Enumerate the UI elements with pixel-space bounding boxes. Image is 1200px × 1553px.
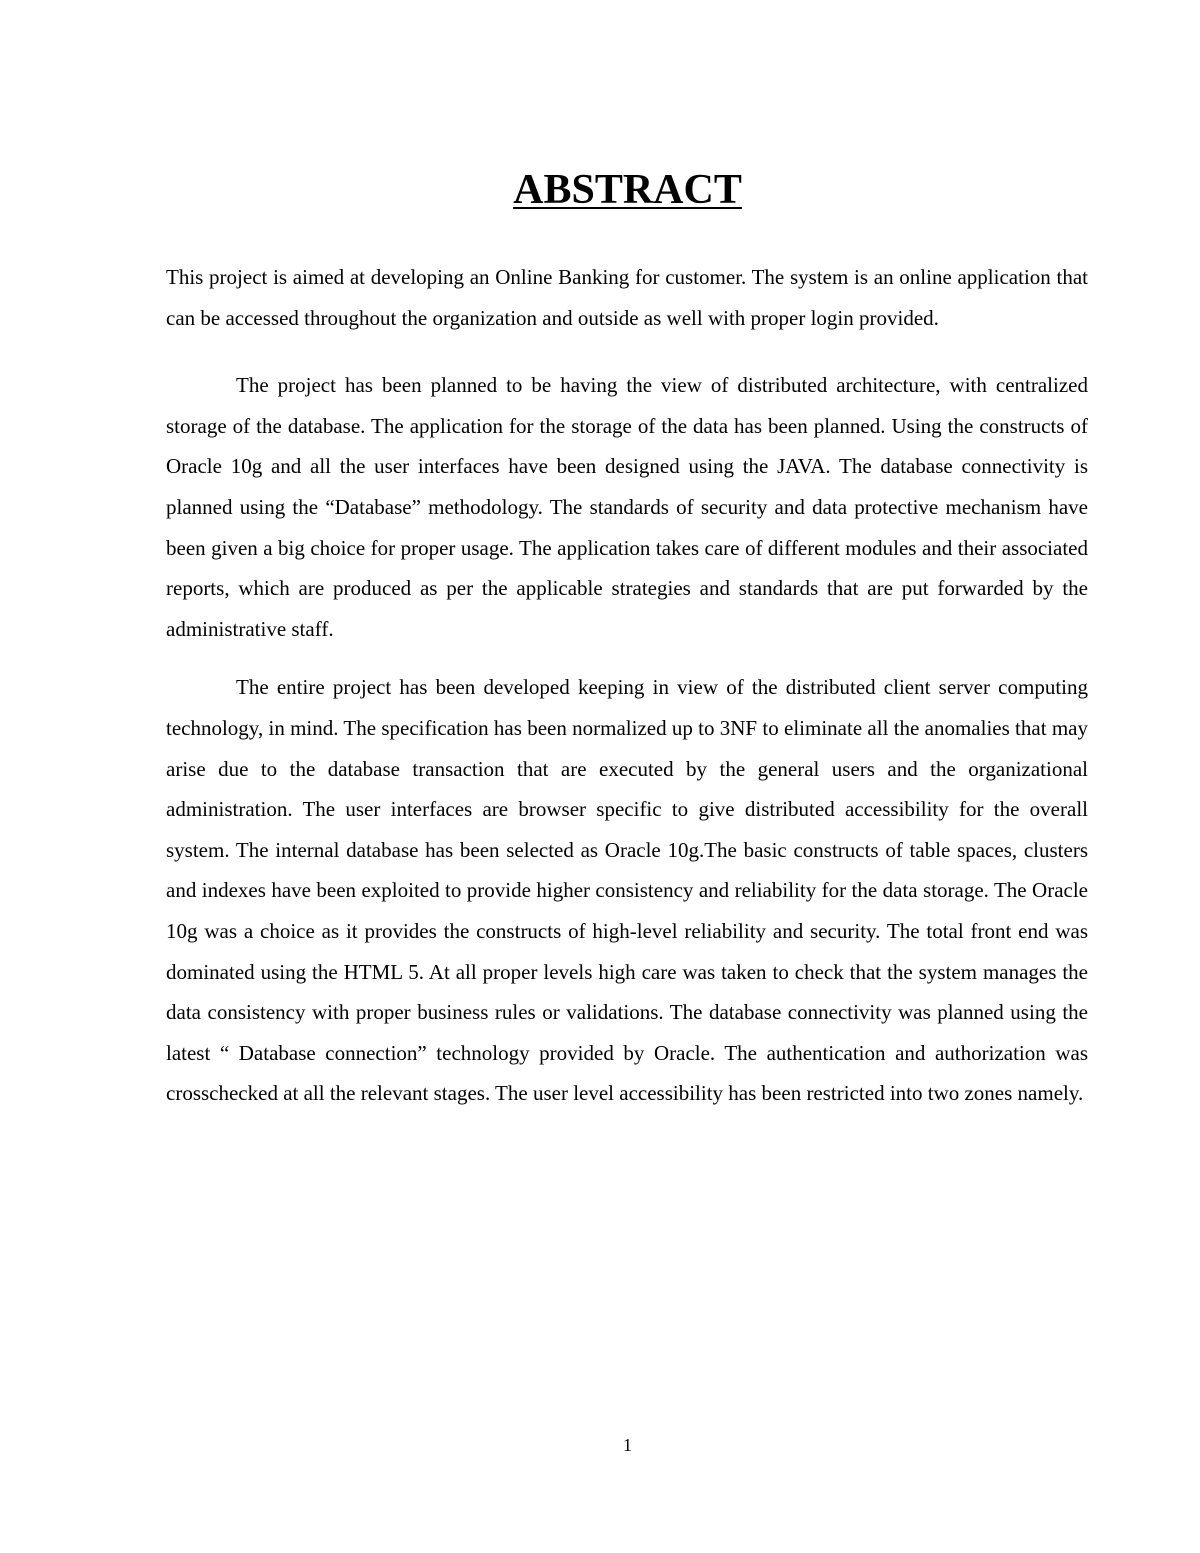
paragraph-architecture: The project has been planned to be having the view of distributed architecture, with centralized storage of the database. The application for the storage of the data has been planned. Using the constructs of Oracle 10g and all the user interfaces have been designed using the JAVA. The database connectivity is planned using the “Database” methodology. The standards of security and data protective mechanism have been given a big choice for proper usage. The application takes care of different modules and their associated reports, which are produced as per the applicable strategies and standards that are put forwarded by the administrative staff. <box>166 373 1088 641</box>
page-title: ABSTRACT <box>513 167 742 213</box>
paragraph-technology: The entire project has been developed keeping in view of the distributed client server computing technology, in mind. The specification has been normalized up to 3NF to eliminate all the anomalies that may arise due to the database transaction that are executed by the general users and the organizational administration. The user interfaces are browser specific to give distributed accessibility for the overall system. The internal database has been selected as Oracle 10g.The basic constructs of table spaces, clusters and indexes have been exploited to provide higher consistency and reliability for the data storage. The Oracle 10g was a choice as it provides the constructs of high-level reliability and security. The total front end was dominated using the HTML 5. At all proper levels high care was taken to check that the system manages the data consistency with proper business rules or validations. The database connectivity was planned using the latest “ Database connection” technology provided by Oracle. The authentication and authorization was crosschecked at all the relevant stages. The user level accessibility has been restricted into two zones namely. <box>166 675 1088 1106</box>
abstract-body <box>166 257 1088 1114</box>
paragraph-intro: This project is aimed at developing an Online Banking for customer. The system is an online application that can be accessed throughout the organization and outside as well with proper login provided. <box>166 265 1088 330</box>
page-number: 1 <box>623 1435 632 1455</box>
